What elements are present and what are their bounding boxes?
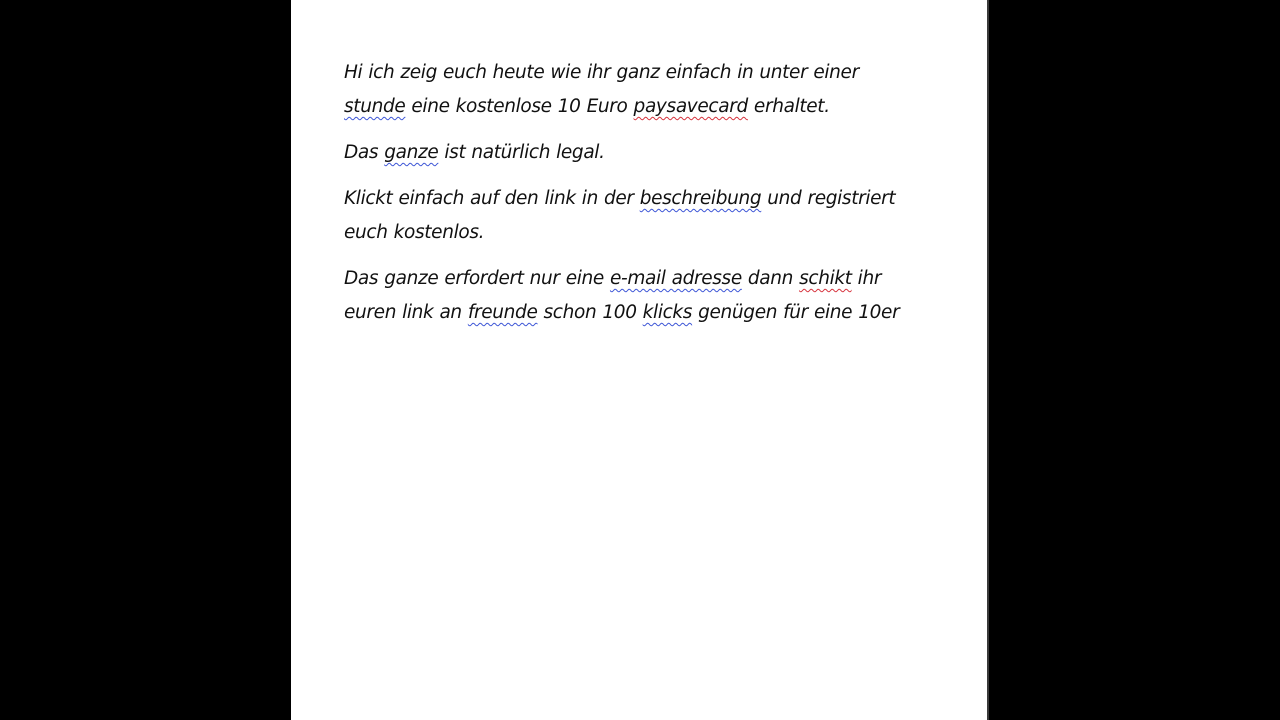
text-run: erhaltet. (747, 96, 830, 117)
grammar-flagged-word[interactable]: stunde (344, 96, 406, 117)
text-line (344, 262, 954, 296)
grammar-flagged-word[interactable]: ganze (384, 142, 439, 163)
text-line (344, 296, 954, 330)
grammar-flagged-word[interactable]: klicks (642, 302, 693, 323)
paragraph (344, 136, 954, 170)
grammar-flagged-word[interactable]: e-mail adresse (609, 268, 742, 289)
text-run: Das ganze erfordert nur eine (344, 268, 610, 289)
text-run: Das (344, 142, 385, 163)
text-run: Hi ich zeig euch heute wie ihr ganz einfach in unter einer (344, 62, 859, 83)
document-page[interactable] (291, 0, 987, 720)
text-run: genügen für eine 10er (692, 302, 900, 323)
text-run: ihr (851, 268, 882, 289)
spelling-error-word[interactable]: paysavecard (633, 96, 748, 117)
text-line (344, 136, 954, 170)
grammar-flagged-word[interactable]: freunde (467, 302, 538, 323)
text-run: ist natürlich legal. (438, 142, 605, 163)
text-run: schon 100 (537, 302, 643, 323)
document-body[interactable] (344, 56, 954, 342)
grammar-flagged-word[interactable]: beschreibung (639, 188, 762, 209)
text-run: dann (741, 268, 800, 289)
text-line (344, 56, 954, 90)
text-run: euch kostenlos. (344, 222, 485, 243)
text-run: und registriert (761, 188, 896, 209)
paragraph (344, 182, 954, 250)
text-line (344, 182, 954, 216)
text-run: Klickt einfach auf den link in der (344, 188, 640, 209)
spelling-error-word[interactable]: schikt (799, 268, 852, 289)
text-run: eine kostenlose 10 Euro (405, 96, 634, 117)
text-line (344, 90, 954, 124)
page-edge-divider (987, 0, 989, 720)
text-line (344, 216, 954, 250)
paragraph (344, 262, 954, 330)
paragraph (344, 56, 954, 124)
text-run: euren link an (344, 302, 468, 323)
